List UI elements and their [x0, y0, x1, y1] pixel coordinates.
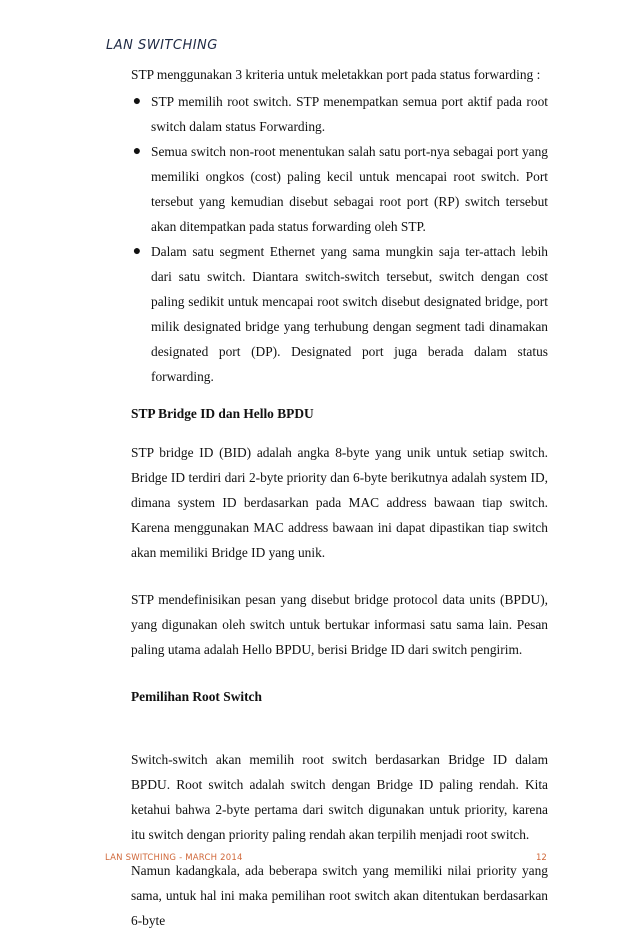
paragraph-root-switch: Switch-switch akan memilih root switch berdasarkan Bridge ID dalam BPDU. Root switch adalah switch dengan Bridge ID paling rendah. Kita ketahui bahwa 2-byte pertama dari switch digunakan untuk priority, karena itu switch dengan priority paling rendah akan terpilih menjadi root switch. — [131, 752, 548, 842]
section-heading-root-switch: Pemilihan Root Switch — [131, 689, 262, 704]
section-heading-bridge-id: STP Bridge ID dan Hello BPDU — [131, 406, 314, 421]
bullet-icon: ● — [132, 144, 142, 159]
list-item-text: Dalam satu segment Ethernet yang sama mungkin saja ter-attach lebih dari satu switch. Diantara switch-switch tersebut, switch dengan cost paling sedikit untuk mencapai root switch disebut designated bridge, port milik designated bridge yang terhubung dengan segment tadi dinamakan designated port (DP). Designated port juga berada dalam status forwarding. — [151, 244, 548, 384]
paragraph-bpdu: STP mendefinisikan pesan yang disebut bridge protocol data units (BPDU), yang digunakan oleh switch untuk bertukar informasi satu sama lain. Pesan paling utama adalah Hello BPDU, berisi Bridge ID dari switch pengirim. — [131, 592, 548, 657]
intro-paragraph: STP menggunakan 3 kriteria untuk meletakkan port pada status forwarding : — [131, 67, 541, 82]
list-item — [131, 139, 548, 239]
bullet-icon: ● — [132, 94, 142, 109]
list-item — [131, 239, 548, 389]
running-header: LAN SWITCHING — [106, 38, 218, 53]
page-number: 12 — [536, 853, 547, 863]
list-item — [131, 89, 548, 139]
paragraph-bridge-id: STP bridge ID (BID) adalah angka 8-byte yang unik untuk setiap switch. Bridge ID terdiri dari 2-byte priority dan 6-byte berikutnya adalah system ID, dimana system ID berdasarkan pada MAC address bawaan tiap switch. Karena menggunakan MAC address bawaan ini dapat dipastikan tiap switch akan memiliki Bridge ID yang unik. — [131, 445, 548, 560]
list-item-text: STP memilih root switch. STP menempatkan semua port aktif pada root switch dalam status Forwarding. — [151, 94, 548, 134]
page-content — [131, 62, 548, 933]
list-item-text: Semua switch non-root menentukan salah satu port-nya sebagai port yang memiliki ongkos (cost) paling kecil untuk mencapai root switch. Port tersebut yang kemudian disebut sebagai root port (RP) switch tersebut akan ditempatkan pada status forwarding oleh STP. — [151, 144, 548, 234]
bullet-icon: ● — [132, 244, 142, 259]
paragraph-priority: Namun kadangkala, ada beberapa switch yang memiliki nilai priority yang sama, untuk hal ini maka pemilihan root switch akan ditentukan berdasarkan 6-byte — [131, 863, 548, 928]
criteria-list — [131, 89, 548, 389]
footer-title: LAN SWITCHING - MARCH 2014 — [105, 853, 243, 863]
